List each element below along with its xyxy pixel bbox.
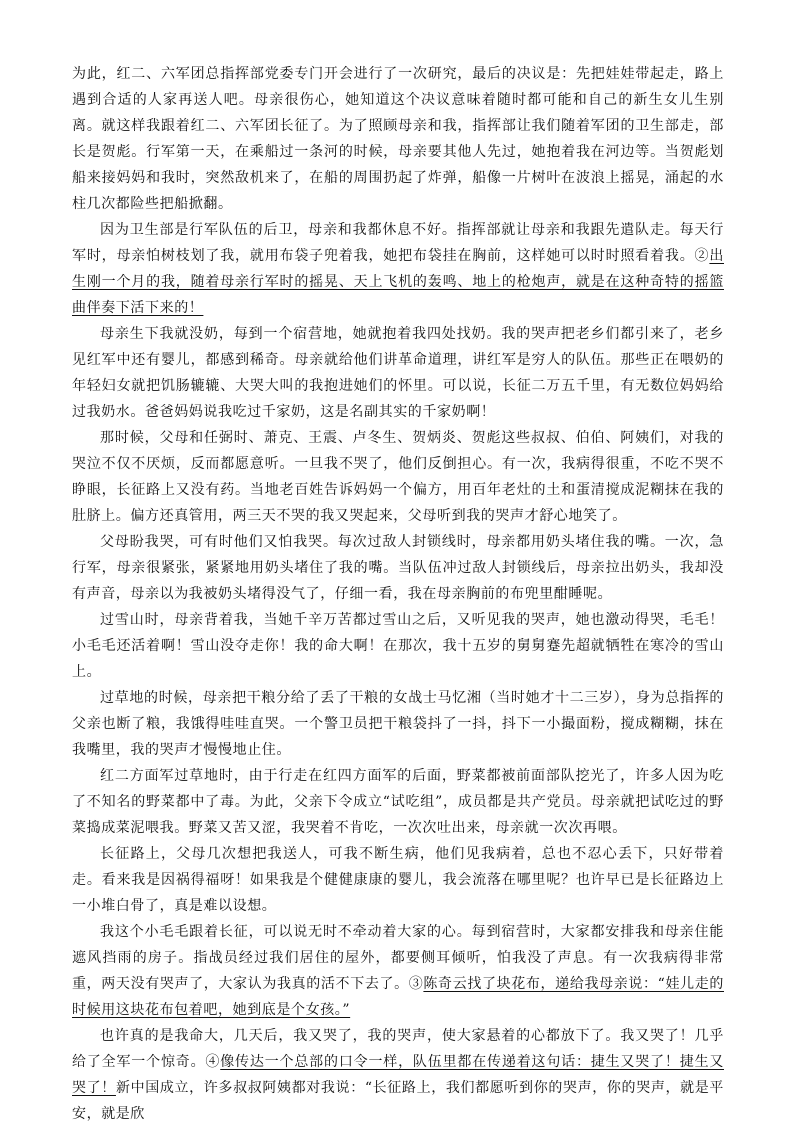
paragraph-4 xyxy=(72,425,724,529)
paragraph-5 xyxy=(72,529,724,607)
text-segment: 我这个小毛毛跟着长征，可以说无时不牵动着大家的心。每到宿营时，大家都安排我和母亲住能遮风挡雨的房子。指战员经过我们居住的屋外，都要侧耳倾听，怕我没了声息。有一次我病得非常重，两天没有哭声了，大家认为我真的活不下去了。③ xyxy=(72,924,724,992)
paragraph-1 xyxy=(72,61,724,217)
paragraph-2 xyxy=(72,217,724,321)
text-segment: 也许真的是我命大，几天后，我又哭了，我的哭声，使大家悬着的心都放下了。我又哭了！几乎给了全军一个惊奇。④ xyxy=(72,1028,724,1070)
paragraph-6 xyxy=(72,607,724,685)
text-segment: 新中国成立，许多叔叔阿姨都对我说：“长征路上，我们都愿听到你的哭声，你的哭声，就是平安，就是欣 xyxy=(72,1080,724,1122)
text-segment: 父母盼我哭，可有时他们又怕我哭。每次过敌人封锁线时，母亲都用奶头堵住我的嘴。一次，急行军，母亲很紧张，紧紧地用奶头堵住了我的嘴。当队伍冲过敌人封锁线后，母亲拉出奶头，我却没有声音，母亲以为我被奶头堵得没气了，仔细一看，我在母亲胸前的布兜里酣睡呢。 xyxy=(72,534,724,602)
text-segment: 过草地的时候，母亲把干粮分给了丢了干粮的女战士马忆湘（当时她才十二三岁），身为总指挥的父亲也断了粮，我饿得哇哇直哭。一个警卫员把干粮袋抖了一抖，抖下一小撮面粉，搅成糊糊，抹在我嘴里，我的哭声才慢慢地止住。 xyxy=(72,690,724,758)
text-segment: 过雪山时，母亲背着我，当她千辛万苦都过雪山之后，又听见我的哭声，她也激动得哭，毛毛！小毛毛还活着啊！雪山没夺走你！我的命大啊！在那次，我十五岁的舅舅蹇先超就牺牲在寒冷的雪山上。 xyxy=(72,612,724,680)
text-segment: 那时候，父母和任弼时、萧克、王震、卢冬生、贺炳炎、贺彪这些叔叔、伯伯、阿姨们，对我的哭泣不仅不厌烦，反而都愿意听。一旦我不哭了，他们反倒担心。有一次，我病得很重，不吃不哭不睁眼，长征路上又没有药。当地老百姓告诉妈妈一个偏方，用百年老灶的土和蛋清搅成泥糊抹在我的肚脐上。偏方还真管用，两三天不哭的我又哭起来，父母听到我的哭声才舒心地笑了。 xyxy=(72,430,724,524)
text-segment: 为此，红二、六军团总指挥部党委专门开会进行了一次研究，最后的决议是：先把娃娃带起走，路上遇到合适的人家再送人吧。母亲很伤心，她知道这个决议意味着随时都可能和自己的新生女儿生别离。就这样我跟着红二、六军团长征了。为了照顾母亲和我，指挥部让我们随着军团的卫生部走，部长是贺彪。行军第一天，在乘船过一条河的时候，母亲要其他人先过，她抱着我在河边等。当贺彪划船来接妈妈和我时，突然敌机来了，在船的周围扔起了炸弹，船像一片树叶在波浪上摇晃，涌起的水柱几次都险些把船掀翻。 xyxy=(72,66,724,212)
underlined-sentence: 陈奇云找了块花布，递给我母亲说：“娃儿走的时候用这块花布包着吧，她到底是个女孩。” xyxy=(72,976,724,1018)
text-segment: 红二方面军过草地时，由于行走在红四方面军的后面，野菜都被前面部队挖光了，许多人因为吃了不知名的野菜都中了毒。为此，父亲下令成立“试吃组”，成员都是共产党员。母亲就把试吃过的野菜捣成菜泥喂我。野菜又苦又涩，我哭着不肯吃，一次次吐出来，母亲就一次次再喂。 xyxy=(72,768,724,836)
paragraph-11 xyxy=(72,1023,724,1127)
paragraph-3 xyxy=(72,321,724,425)
paragraph-9 xyxy=(72,841,724,919)
underlined-sentence: 出生刚一个月的我，随着母亲行军时的摇晃、天上飞机的轰鸣、地上的枪炮声，就是在这种奇特的摇篮曲伴奏下活下来的！ xyxy=(72,248,724,316)
paragraph-7 xyxy=(72,685,724,763)
paragraph-8 xyxy=(72,763,724,841)
text-segment: 长征路上，父母几次想把我送人，可我不断生病，他们见我病着，总也不忍心丢下，只好带着走。看来我是因祸得福呀！如果我是个健健康康的婴儿，我会流落在哪里呢？也许早已是长征路边上一小堆白骨了，真是难以设想。 xyxy=(72,846,724,914)
article-body xyxy=(72,61,724,1127)
text-segment: 母亲生下我就没奶，每到一个宿营地，她就抱着我四处找奶。我的哭声把老乡们都引来了，老乡见红军中还有婴儿，都感到稀奇。母亲就给他们讲革命道理，讲红军是穷人的队伍。那些正在喂奶的年轻妇女就把饥肠辘辘、大哭大叫的我抱进她们的怀里。可以说，长征二万五千里，有无数位妈妈给过我奶水。爸爸妈妈说我吃过千家奶，这是名副其实的千家奶啊！ xyxy=(72,326,724,420)
paragraph-10 xyxy=(72,919,724,1023)
underlined-sentence: 像传达一个总部的口令一样，队伍里都在传递着这句话：捷生又哭了！捷生又哭了！ xyxy=(72,1054,724,1096)
text-segment: 因为卫生部是行军队伍的后卫，母亲和我都休息不好。指挥部就让母亲和我跟先遣队走。每天行军时，母亲怕树枝划了我，就用布袋子兜着我，她把布袋挂在胸前，这样她可以时时照看着我。② xyxy=(72,222,724,264)
